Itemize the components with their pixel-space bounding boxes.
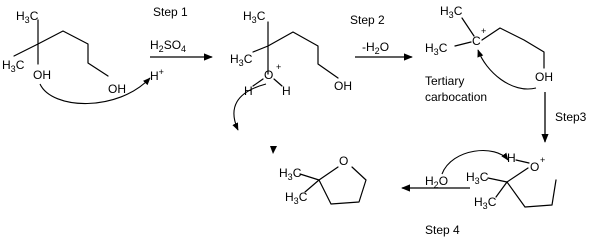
protonated-tetrahydrofuran (466, 151, 556, 211)
protonation-curved-arrow (40, 78, 150, 104)
proton-label: H+ (150, 67, 164, 83)
product-methyl-lower-label: $H_3C$ (285, 190, 308, 206)
step4-label: Step 4 (425, 223, 460, 237)
primary-hydroxyl-label-2: OH (334, 79, 352, 93)
methyl-top-label-3: $H_3C$ (440, 4, 463, 20)
tertiary-hydroxyl-label: OH (33, 68, 51, 82)
deprotonation-curved-arrow (442, 151, 508, 174)
product-dimethyltetrahydrofuran (279, 154, 366, 206)
step3-label: Step3 (555, 110, 587, 124)
carbocation-charge: + (481, 26, 487, 36)
ring-closure-curved-arrow (478, 50, 536, 89)
step4 (402, 174, 470, 237)
step1-reagents (150, 5, 212, 83)
methyl-left-label: $H_3C$ (2, 58, 25, 74)
water-label: $H_2O$ (425, 174, 449, 190)
product-methyl-upper-label: $H_3C$ (279, 166, 302, 182)
ring-oxygen-label: O (530, 160, 540, 174)
oxonium-h-right: H (282, 84, 291, 98)
oxonium-h-left: H (244, 84, 253, 98)
tertiary-label-line1: Tertiary (425, 74, 465, 88)
primary-hydroxyl-label: OH (108, 82, 126, 96)
product-oxygen-label: O (339, 154, 349, 168)
step1-label: Step 1 (153, 5, 188, 19)
methyl-top-label: $H_3C$ (16, 9, 39, 25)
ring-oxonium-charge: + (540, 155, 546, 165)
minus-water-label: $-H_2O$ (362, 40, 390, 56)
ring-methyl-lower-label: $H_3C$ (474, 195, 497, 211)
primary-hydroxyl-label-3: OH (535, 70, 553, 84)
oxonium-charge: + (276, 62, 282, 72)
methyl-left-label-2: $H_3C$ (230, 52, 253, 68)
oxonium-oxygen-label: O (264, 68, 274, 82)
ring-oxonium-h: H (507, 151, 516, 165)
ring-methyl-upper-label: $H_3C$ (466, 170, 489, 186)
methyl-top-label-2: $H_3C$ (243, 9, 266, 25)
step3 (545, 92, 587, 142)
methyl-left-label-3: $H_3C$ (425, 41, 448, 57)
tertiary-label-line2: carbocation (425, 90, 488, 104)
step2-reagents (350, 13, 412, 57)
carbocation-carbon-label: C (472, 34, 481, 48)
step2-label: Step 2 (350, 13, 385, 27)
oxonium-intermediate (230, 9, 352, 98)
sulfuric-acid-label: $H_2SO_4$ (150, 38, 187, 54)
diol-starting-material (2, 9, 126, 96)
stray-arrowhead (270, 146, 277, 154)
